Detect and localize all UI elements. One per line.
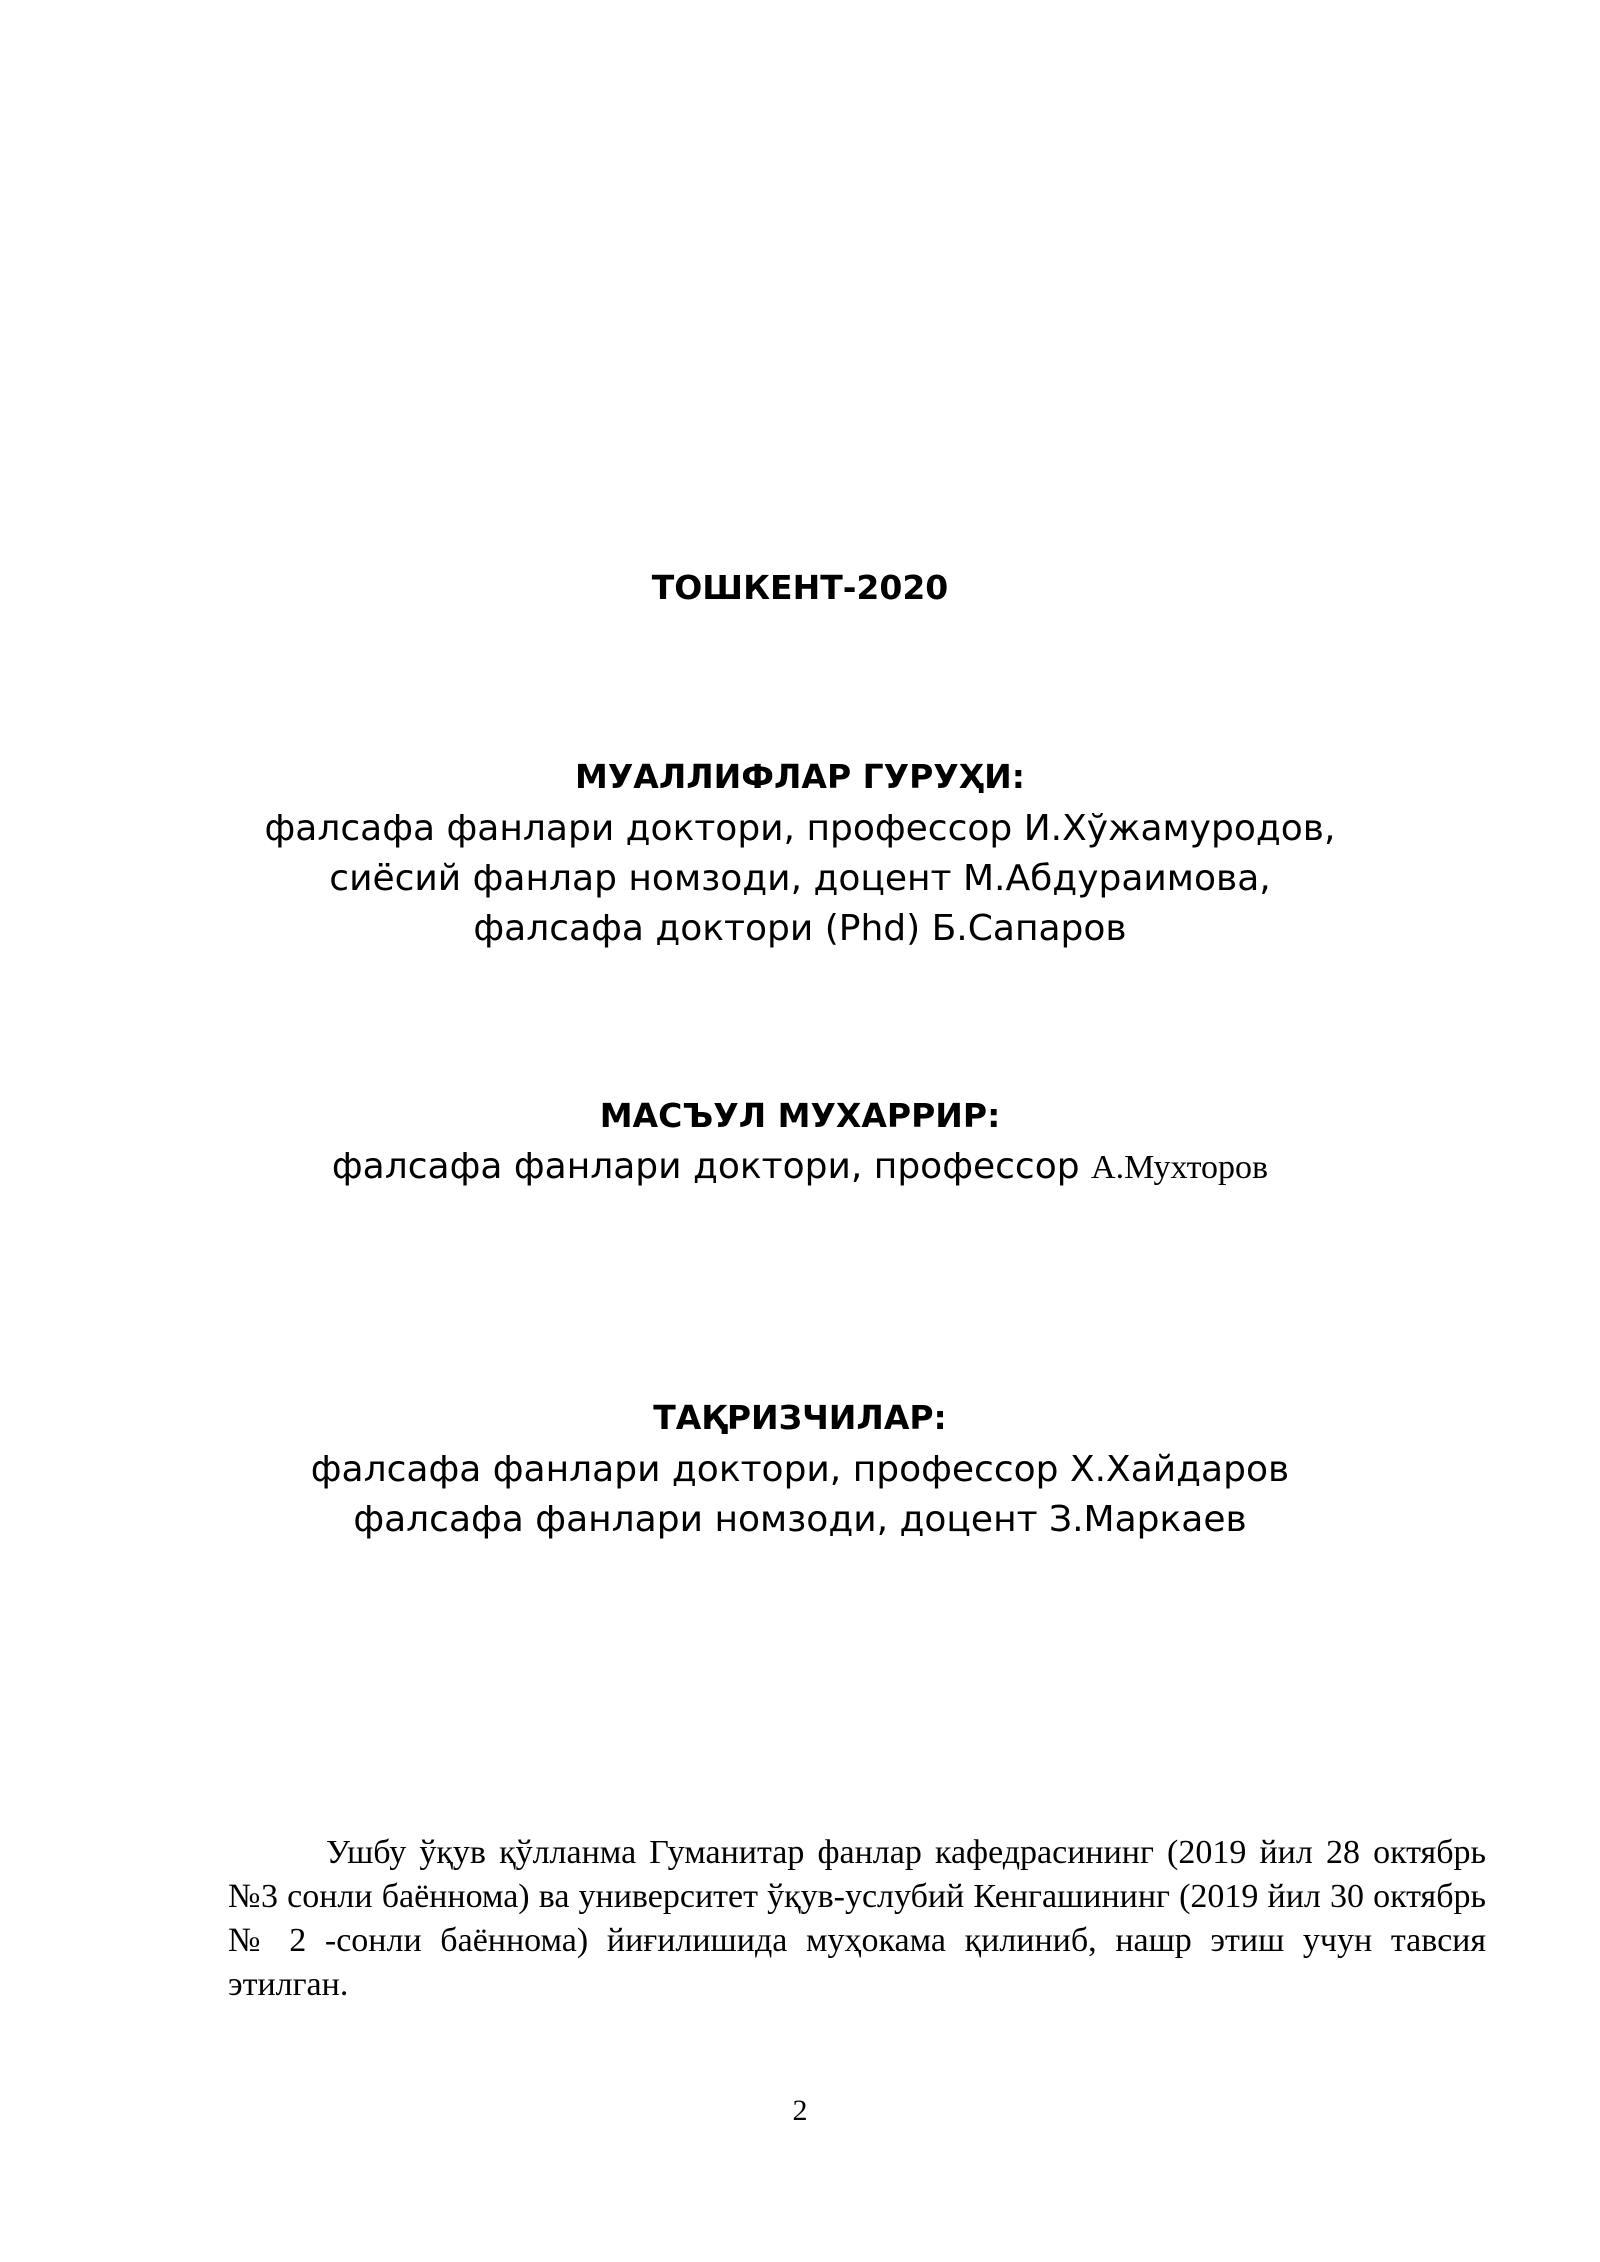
page-number: 2 [792,2094,808,2127]
reviewer-line-1: фалсафа фанлари доктори, профессор Х.Хайдаров [310,1449,1290,1490]
author-line-3: фалсафа доктори (Phd) Б.Сапаров [473,908,1127,949]
reviewer-line-2: фалсафа фанлари номзоди, доцент З.Маркаев [353,1499,1247,1540]
city-year-heading: ТОШКЕНТ-2020 [651,568,949,607]
editor-heading: МАСЪУЛ МУХАРРИР: [599,1096,1001,1135]
approval-note: Ушбу ўқув қўлланма Гуманитар фанлар кафедрасининг (2019 йил 28 октябрь №3 сонли баённома) ва университет ўқув-услубий Кенгашининг (2019 йил 30 октябрь № 2 -сонли баённома) йиғилишида муҳокама қилиниб, нашр этиш учун тавсия этилган. [228,1834,1486,2003]
editor-line [0,1146,1600,1187]
editor-title: фалсафа фанлари доктори, профессор [331,1146,1092,1187]
author-line-1: фалсафа фанлари доктори, профессор И.Хўжамуродов, [264,808,1336,849]
authors-heading: МУАЛЛИФЛАР ГУРУҲИ: [575,757,1025,796]
editor-name: А.Мухторов [1091,1149,1269,1186]
reviewers-heading: ТАҚРИЗЧИЛАР: [653,1398,947,1437]
author-line-2: сиёсий фанлар номзоди, доцент М.Абдураимова, [329,858,1271,899]
